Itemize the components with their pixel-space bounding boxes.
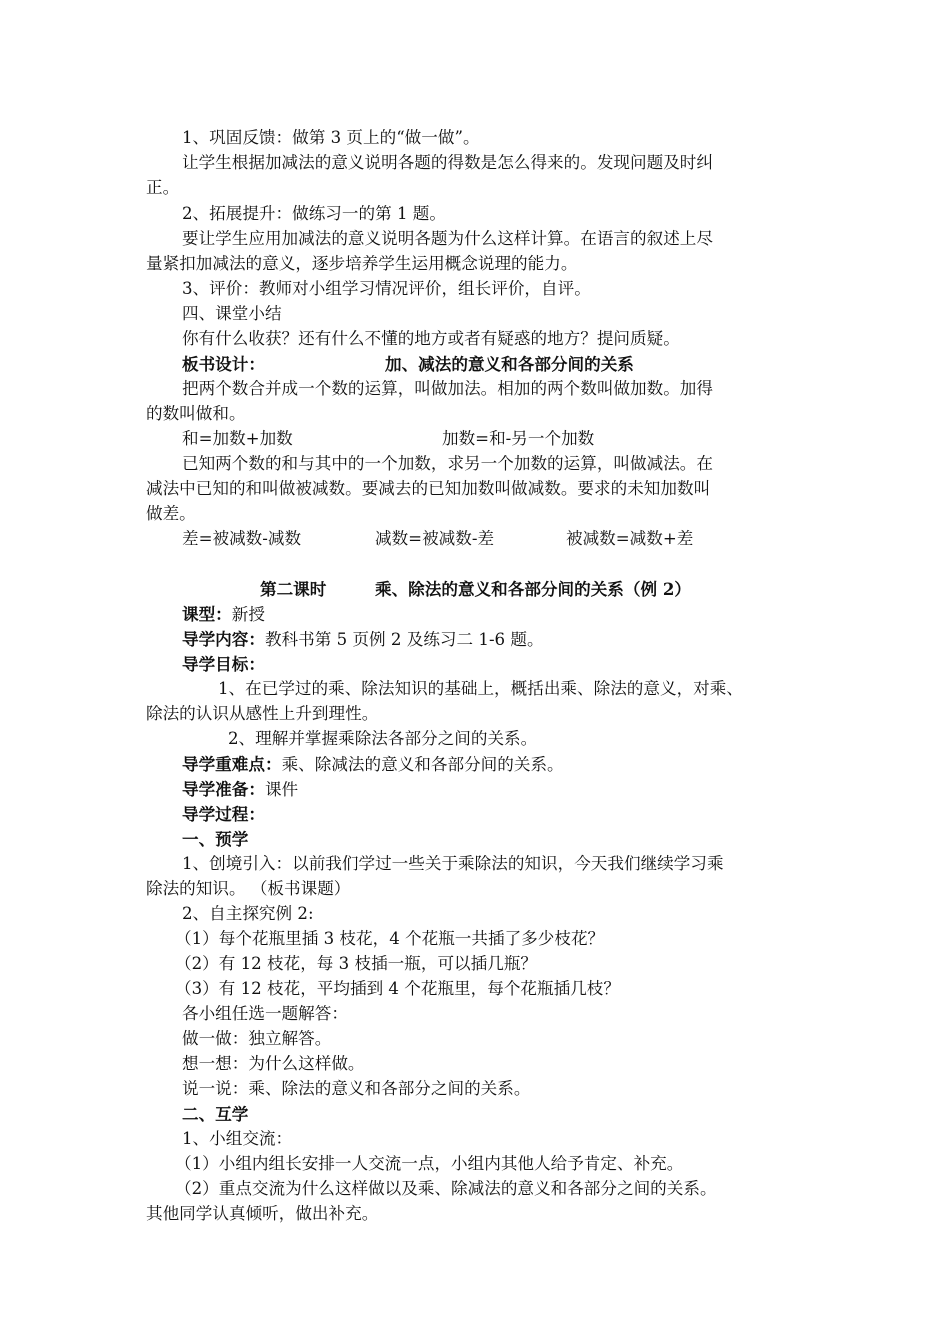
text-line: 已知两个数的和与其中的一个加数，求另一个加数的运算，叫做减法。在 (182, 454, 713, 473)
lesson-type-label: 课型： (182, 604, 232, 624)
lesson-process-label: 导学过程： (182, 804, 265, 824)
text-line: 1、巩固反馈：做第 3 页上的“做一做”。 (182, 128, 480, 147)
formula-addend: 加数=和-另一个加数 (442, 429, 595, 448)
lesson-title: 乘、除法的意义和各部分间的关系（例 2） (375, 579, 692, 599)
board-design-title: 加、减法的意义和各部分间的关系 (385, 354, 634, 374)
lesson-goal-label: 导学目标： (182, 654, 265, 674)
text-line: 你有什么收获？还有什么不懂的地方或者有疑惑的地方？提问质疑。 (182, 329, 680, 348)
lesson-title-period: 第二课时 (260, 579, 327, 599)
formula-difference: 差=被减数-减数 (182, 529, 302, 548)
text-line: 各小组任选一题解答： (182, 1004, 348, 1023)
lesson-key-row (182, 753, 564, 775)
text-line: 把两个数合并成一个数的运算，叫做加法。相加的两个数叫做加数。加得 (182, 379, 713, 398)
text-line: 其他同学认真倾听，做出补充。 (146, 1204, 379, 1223)
lesson-content-row (182, 628, 544, 650)
lesson-type-row (182, 603, 265, 625)
lesson-prep-row (182, 778, 298, 800)
text-line: 让学生根据加减法的意义说明各题的得数是怎么得来的。发现问题及时纠 (182, 153, 713, 172)
text-line: （3）有 12 枝花，平均插到 4 个花瓶里，每个花瓶插几枝？ (175, 979, 620, 998)
text-line: （1）小组内组长安排一人交流一点，小组内其他人给予肯定、补充。 (175, 1154, 684, 1173)
section-mutual-study: 二、互学 (182, 1104, 249, 1124)
text-line: 正。 (146, 178, 180, 197)
text-line: 说一说：乘、除法的意义和各部分之间的关系。 (182, 1079, 531, 1098)
text-line: 1、小组交流： (182, 1129, 293, 1148)
text-line: 1、在已学过的乘、除法知识的基础上，概括出乘、除法的意义，对乘、 (218, 679, 743, 698)
board-design-label: 板书设计： (182, 354, 265, 374)
lesson-content-label: 导学内容： (182, 629, 265, 649)
lesson-key-value: 乘、除减法的意义和各部分间的关系。 (281, 755, 564, 774)
text-line: 做差。 (146, 504, 196, 523)
text-line: 1、创境引入：以前我们学过一些关于乘除法的知识，今天我们继续学习乘 (182, 854, 724, 873)
text-line: 的数叫做和。 (146, 404, 246, 423)
text-line: 做一做：独立解答。 (182, 1029, 332, 1048)
text-line: 除法的认识从感性上升到理性。 (146, 704, 379, 723)
text-line: 四、课堂小结 (182, 304, 282, 323)
text-line: （2）有 12 枝花，每 3 枝插一瓶，可以插几瓶？ (175, 954, 538, 973)
text-line: 2、拓展提升：做练习一的第 1 题。 (182, 204, 446, 223)
text-line: （1）每个花瓶里插 3 枝花，4 个花瓶一共插了多少枝花？ (175, 929, 605, 948)
text-line: （2）重点交流为什么这样做以及乘、除减法的意义和各部分之间的关系。 (175, 1179, 717, 1198)
text-line: 减法中已知的和叫做被减数。要减去的已知加数叫做减数。要求的未知加数叫 (146, 479, 711, 498)
section-prestudy: 一、预学 (182, 829, 249, 849)
lesson-type-value: 新授 (231, 605, 265, 624)
text-line: 2、理解并掌握乘除法各部分之间的关系。 (228, 729, 538, 748)
lesson-prep-label: 导学准备： (182, 779, 265, 799)
lesson-key-label: 导学重难点： (182, 754, 282, 774)
text-line: 3、评价：教师对小组学习情况评价，组长评价，自评。 (182, 279, 591, 298)
formula-subtrahend: 减数=被减数-差 (375, 529, 495, 548)
formula-sum: 和=加数+加数 (182, 429, 293, 448)
lesson-prep-value: 课件 (264, 780, 299, 799)
text-line: 除法的知识。 （板书课题） (146, 879, 351, 898)
text-line: 2、自主探究例 2: (182, 904, 314, 923)
lesson-content-value: 教科书第 5 页例 2 及练习二 1-6 题。 (264, 630, 544, 649)
text-line: 想一想：为什么这样做。 (182, 1054, 365, 1073)
text-line: 要让学生应用加减法的意义说明各题为什么这样计算。在语言的叙述上尽 (182, 229, 713, 248)
text-line: 量紧扣加减法的意义，逐步培养学生运用概念说理的能力。 (146, 254, 578, 273)
formula-minuend: 被减数=减数+差 (566, 529, 694, 548)
